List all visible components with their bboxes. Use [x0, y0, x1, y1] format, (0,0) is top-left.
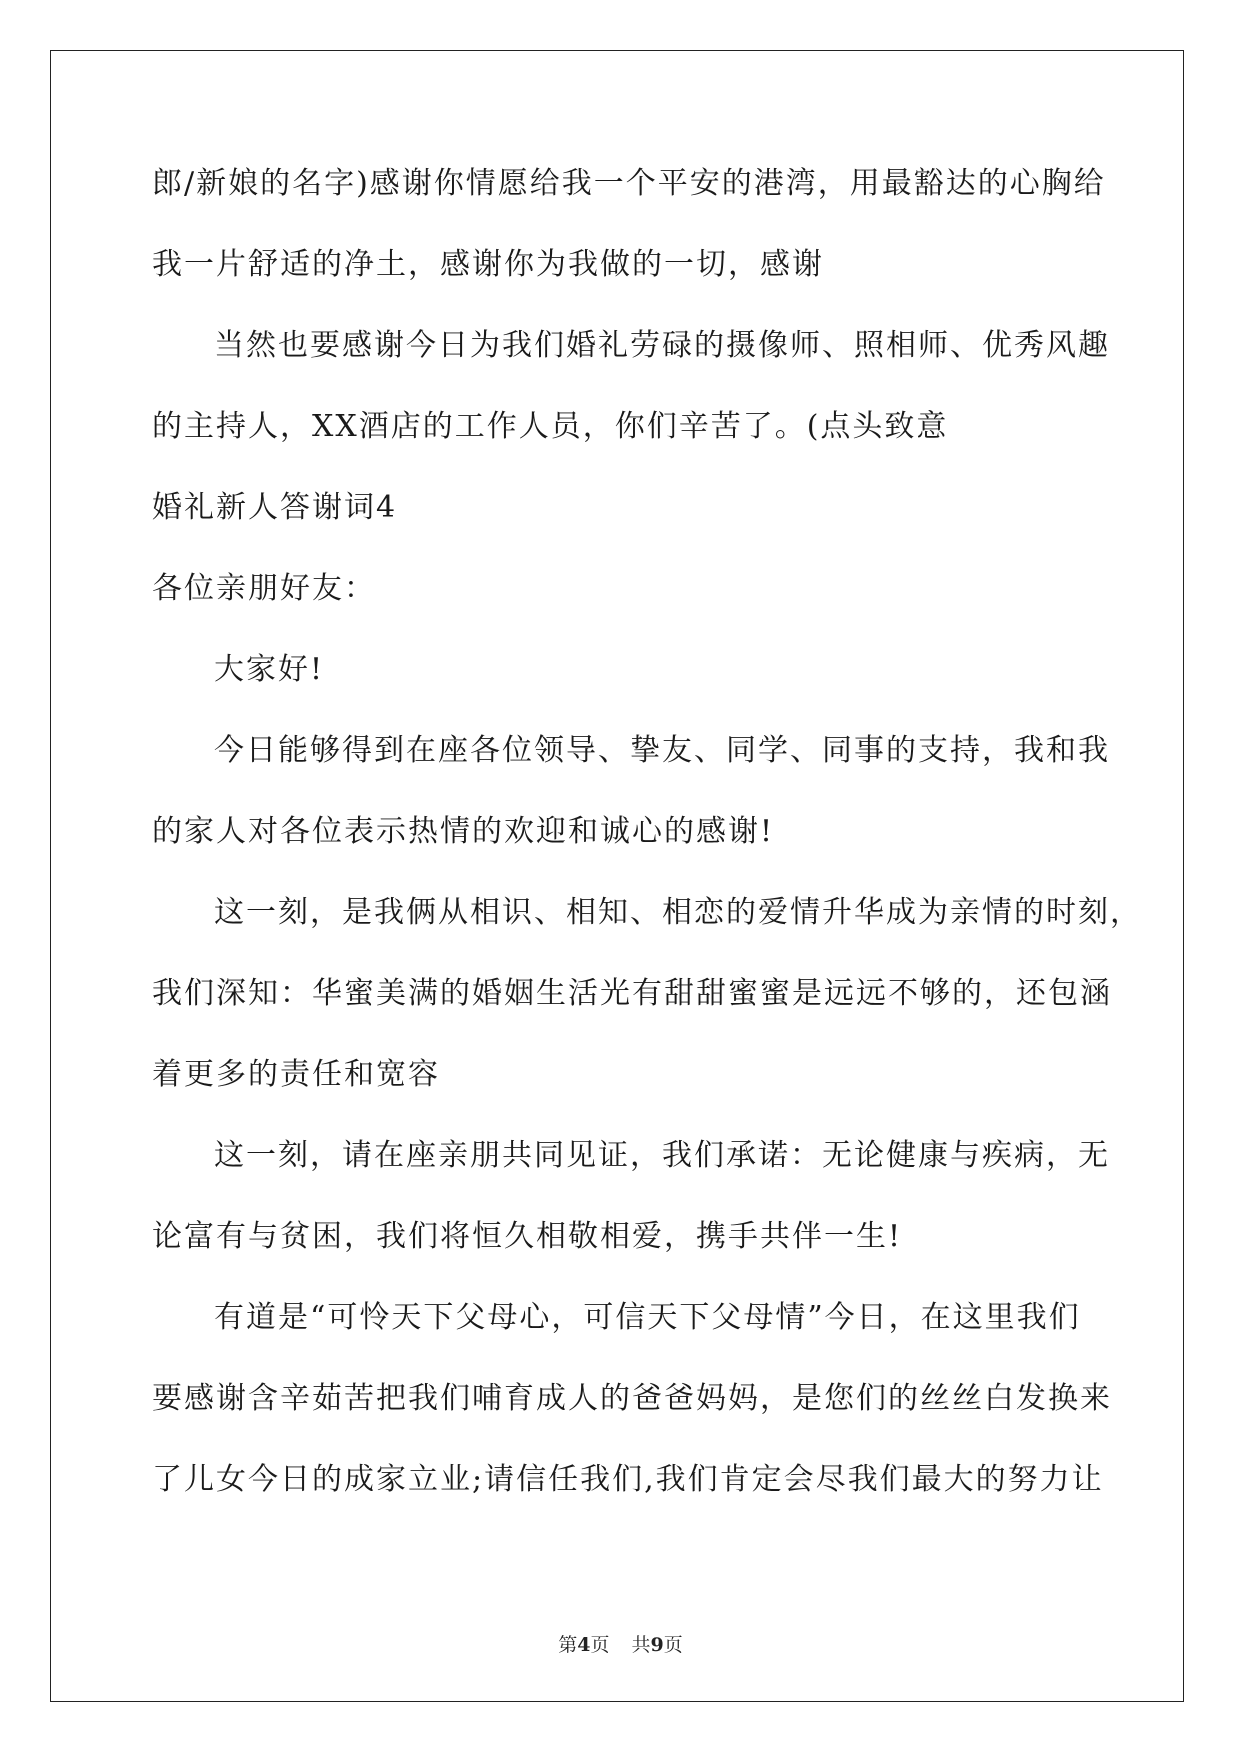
salutation: 各位亲朋好友： [152, 571, 376, 606]
text-line-9: 的家人对各位表示热情的欢迎和诚心的感谢! [152, 814, 775, 849]
text-line-14: 论富有与贫困，我们将恒久相敬相爱，携手共伴一生! [152, 1219, 903, 1254]
text-line-2: 我一片舒适的净土，感谢你为我做的一切，感谢 [152, 247, 824, 282]
text-line-12: 着更多的责任和宽容 [152, 1057, 440, 1092]
current-page-number: 4 [577, 1634, 591, 1656]
text-line-11: 我们深知：华蜜美满的婚姻生活光有甜甜蜜蜜是远远不够的，还包涵 [152, 976, 1112, 1011]
text-line-17: 了儿女今日的成家立业;请信任我们,我们肯定会尽我们最大的努力让 [152, 1462, 1104, 1497]
text-line-15: 有道是“可怜天下父母心，可信天下父母情”今日，在这里我们 [214, 1300, 1081, 1335]
total-prefix: 共 [631, 1634, 651, 1656]
section-heading: 婚礼新人答谢词4 [152, 490, 398, 525]
total-page-number: 9 [650, 1634, 664, 1656]
text-line-3: 当然也要感谢今日为我们婚礼劳碌的摄像师、照相师、优秀风趣 [214, 328, 1110, 363]
page-prefix: 第 [558, 1634, 578, 1656]
page-unit: 页 [590, 1634, 610, 1656]
text-line-1: 郎/新娘的名字)感谢你情愿给我一个平安的港湾，用最豁达的心胸给 [152, 166, 1106, 201]
text-line-4: 的主持人，XX酒店的工作人员，你们辛苦了。(点头致意 [152, 409, 949, 444]
total-unit: 页 [663, 1634, 683, 1656]
text-line-10: 这一刻，是我俩从相识、相知、相恋的爱情升华成为亲情的时刻， [214, 895, 1142, 930]
text-line-16: 要感谢含辛茹苦把我们哺育成人的爸爸妈妈，是您们的丝丝白发换来 [152, 1381, 1112, 1416]
greeting: 大家好! [214, 652, 325, 687]
text-line-8: 今日能够得到在座各位领导、挚友、同学、同事的支持，我和我 [214, 733, 1110, 768]
document-body [152, 162, 1142, 1539]
page-footer [0, 1633, 1241, 1657]
text-line-13: 这一刻，请在座亲朋共同见证，我们承诺：无论健康与疾病，无 [214, 1138, 1110, 1173]
